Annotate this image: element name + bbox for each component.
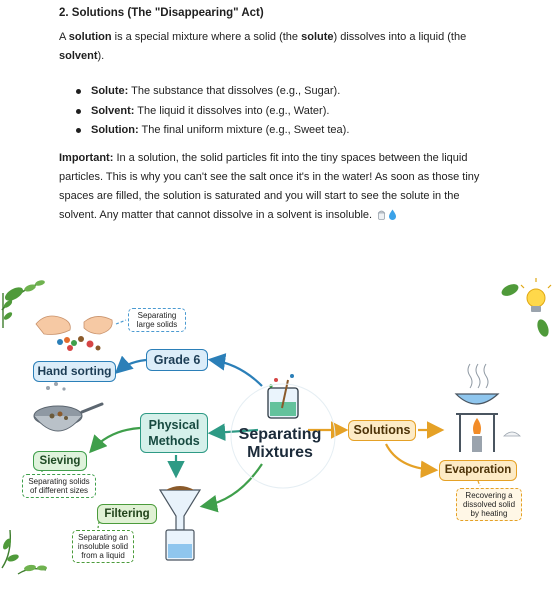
definitions-list (59, 82, 499, 141)
intro-text-2: is a special mixture where a solid (the (111, 31, 302, 43)
intro-paragraph (59, 28, 499, 66)
list-item (59, 82, 499, 102)
sieving-note: Separating solids of different sizes (22, 474, 96, 498)
bullet-term: Solution: (91, 124, 139, 136)
leaf-branch-icon (1, 530, 47, 574)
list-item (59, 102, 499, 122)
sieve-icon (34, 382, 102, 431)
term-solvent: solvent (59, 50, 98, 62)
bullet-term: Solute: (91, 85, 129, 97)
hand-sorting-node: Hand sorting (33, 361, 116, 382)
important-text: In a solution, the solid particles fit into the tiny spaces between the liquid particles. This is why you can't see the salt once it's in the water! As soon as those tiny spaces are filled, the solution is saturated and you will start to see the solute in the solvent. Any matter that cannot dissolve in a solvent is insoluble. (59, 152, 480, 221)
intro-text-1: A (59, 31, 69, 43)
intro-text-4: ). (97, 50, 105, 62)
beaker-icon (268, 374, 298, 418)
section-heading: 2. Solutions (The "Disappearing" Act) (59, 7, 264, 19)
bullet-text: The final uniform mixture (e.g., Sweet tea). (138, 124, 350, 136)
evaporating-dish-icon (456, 364, 520, 452)
physical-methods-node: Physical Methods (140, 413, 208, 453)
term-solution: solution (68, 31, 112, 43)
bullet-text: The liquid it dissolves into (e.g., Water). (134, 104, 330, 117)
funnel-icon (160, 486, 200, 560)
filtering-note: Separating an insoluble solid from a liquid (72, 530, 134, 563)
mind-map-diagram (0, 268, 557, 600)
hands-sorting-icon (36, 316, 112, 351)
evaporation-node: Evaporation (439, 460, 517, 481)
center-title: Separating Mixtures (238, 426, 322, 461)
bullet-text: The substance that dissolves (e.g., Sugar). (128, 85, 341, 97)
hand-sorting-note: Separating large solids (128, 308, 186, 332)
solutions-node: Solutions (348, 420, 416, 441)
term-solute: solute (301, 31, 334, 43)
intro-text-3: ) dissolves into a liquid (the (333, 31, 467, 43)
water-drop-icon (388, 208, 397, 227)
sieving-node: Sieving (33, 451, 87, 471)
list-item (59, 121, 499, 141)
grade-node: Grade 6 (146, 349, 208, 371)
important-label: Important: (59, 152, 114, 164)
important-paragraph (59, 149, 499, 227)
bullet-term: Solvent: (91, 104, 135, 117)
salt-shaker-icon (377, 208, 386, 227)
leaf-branch-icon (500, 282, 551, 339)
evaporation-note: Recovering a dissolved solid by heating (456, 488, 522, 521)
lightbulb-icon (521, 278, 551, 312)
filtering-node: Filtering (97, 504, 157, 524)
